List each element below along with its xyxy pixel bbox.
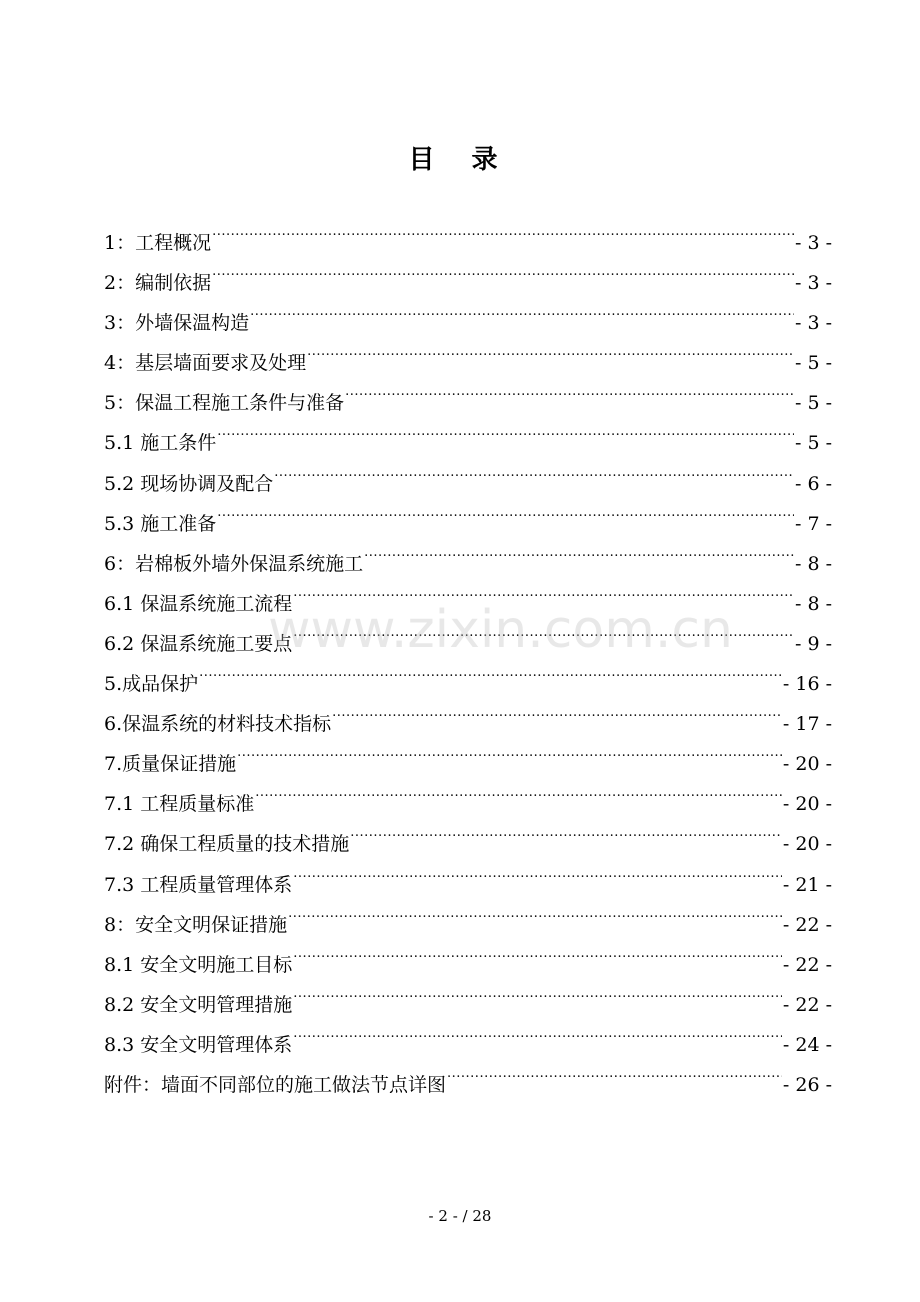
toc-dot-leader xyxy=(212,209,794,249)
toc-entry-page: - 22 - xyxy=(782,913,832,936)
toc-entry-label: 5.2 现场协调及配合 xyxy=(104,472,274,495)
toc-entry-page: - 22 - xyxy=(782,953,832,976)
toc-entry-12[interactable] xyxy=(104,650,832,696)
toc-entry-label: 6.保温系统的材料技术指标 xyxy=(104,713,332,736)
toc-dot-leader xyxy=(288,891,782,931)
toc-entry-label: 8.2 安全文明管理措施 xyxy=(104,993,293,1016)
toc-entry-label: 6.1 保温系统施工流程 xyxy=(104,592,293,615)
watermark-text: www.zixin.com.cn xyxy=(268,600,733,660)
toc-entry-page: - 20 - xyxy=(782,793,832,816)
toc-entry-page: - 3 - xyxy=(794,312,832,335)
toc-entry-page: - 3 - xyxy=(794,272,832,295)
toc-entry-page: - 26 - xyxy=(782,1073,832,1096)
table-of-contents xyxy=(104,209,832,1096)
toc-dot-leader xyxy=(293,1011,782,1051)
toc-dot-leader xyxy=(447,1051,782,1091)
toc-entry-label: 7.质量保证措施 xyxy=(104,753,237,776)
toc-entry-label: 6：岩棉板外墙外保温系统施工 xyxy=(104,552,364,575)
toc-entry-label: 5.3 施工准备 xyxy=(104,512,217,535)
toc-entry-page: - 8 - xyxy=(794,552,832,575)
toc-entry-label: 8.1 安全文明施工目标 xyxy=(104,953,293,976)
toc-entry-2[interactable] xyxy=(104,249,832,295)
toc-entry-page: - 20 - xyxy=(782,753,832,776)
toc-entry-page: - 24 - xyxy=(782,1033,832,1056)
toc-dot-leader xyxy=(217,409,794,449)
toc-entry-page: - 8 - xyxy=(794,592,832,615)
toc-dot-leader xyxy=(293,570,794,610)
toc-dot-leader xyxy=(293,610,794,650)
toc-entry-page: - 22 - xyxy=(782,993,832,1016)
page-title: 目 录 xyxy=(408,145,512,175)
toc-entry-label: 7.1 工程质量标准 xyxy=(104,793,255,816)
toc-entry-page: - 6 - xyxy=(794,472,832,495)
page-number-footer: - 2 - / 28 xyxy=(428,1207,492,1225)
toc-entry-1[interactable] xyxy=(104,209,832,254)
toc-dot-leader xyxy=(350,810,782,850)
toc-entry-label: 7.2 确保工程质量的技术措施 xyxy=(104,833,350,856)
toc-entry-page: - 20 - xyxy=(782,833,832,856)
toc-dot-leader xyxy=(274,450,794,490)
toc-entry-label: 6.2 保温系统施工要点 xyxy=(104,632,293,655)
toc-dot-leader xyxy=(293,851,782,891)
toc-entry-label: 5.成品保护 xyxy=(104,673,199,696)
toc-dot-leader xyxy=(293,971,782,1011)
toc-dot-leader xyxy=(199,650,782,690)
toc-entry-page: - 21 - xyxy=(782,873,832,896)
toc-entry-label: 8.3 安全文明管理体系 xyxy=(104,1033,293,1056)
toc-entry-label: 5：保温工程施工条件与准备 xyxy=(104,392,345,415)
toc-entry-page: - 3 - xyxy=(794,232,832,254)
toc-entry-label: 4：基层墙面要求及处理 xyxy=(104,352,307,375)
toc-dot-leader xyxy=(364,530,794,570)
toc-entry-page: - 7 - xyxy=(794,512,832,535)
toc-entry-page: - 5 - xyxy=(794,432,832,455)
toc-entry-page: - 5 - xyxy=(794,352,832,375)
toc-entry-13[interactable] xyxy=(104,690,832,736)
toc-dot-leader xyxy=(293,931,782,971)
toc-dot-leader xyxy=(237,730,782,770)
toc-dot-leader xyxy=(217,490,794,530)
toc-dot-leader xyxy=(332,690,782,730)
toc-entry-label: 3：外墙保温构造 xyxy=(104,312,250,335)
toc-entry-page: - 16 - xyxy=(782,673,832,696)
toc-dot-leader xyxy=(250,289,794,329)
toc-entry-label: 5.1 施工条件 xyxy=(104,432,217,455)
toc-dot-leader xyxy=(345,369,794,409)
toc-entry-3[interactable] xyxy=(104,289,832,335)
toc-entry-page: - 17 - xyxy=(782,713,832,736)
toc-dot-leader xyxy=(307,329,794,369)
toc-entry-label: 7.3 工程质量管理体系 xyxy=(104,873,293,896)
toc-dot-leader xyxy=(255,770,782,810)
toc-entry-page: - 5 - xyxy=(794,392,832,415)
toc-entry-label: 2：编制依据 xyxy=(104,272,212,295)
toc-dot-leader xyxy=(212,249,794,289)
toc-entry-label: 附件：墙面不同部位的施工做法节点详图 xyxy=(104,1073,447,1096)
toc-entry-label: 1：工程概况 xyxy=(104,232,212,254)
toc-entry-label: 8：安全文明保证措施 xyxy=(104,913,288,936)
toc-entry-page: - 9 - xyxy=(794,632,832,655)
